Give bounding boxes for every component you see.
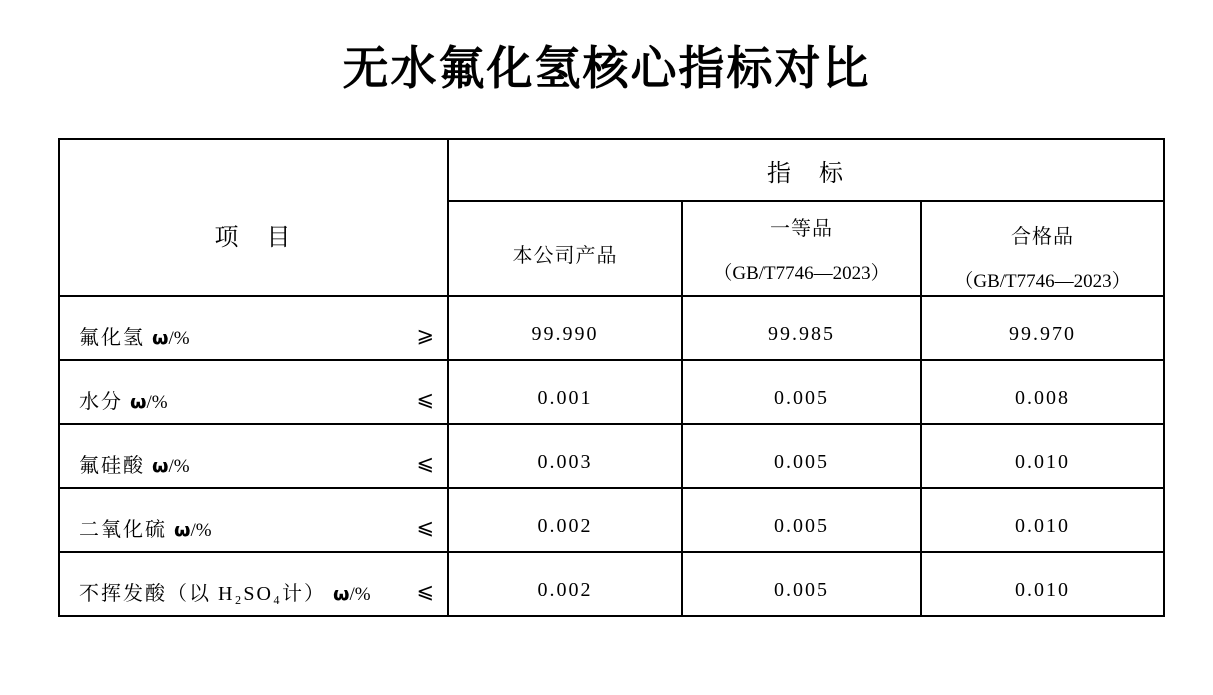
unit-label: ω/%: [174, 518, 212, 541]
column-header-qualified: [921, 201, 1164, 296]
item-name: 不挥发酸（以 H₂SO₄计） ω/%: [79, 582, 371, 605]
cell-value: 0.002: [448, 552, 682, 616]
column-header-first-grade-standard: （GB/T7746—2023）: [713, 263, 890, 284]
column-header-first-grade-label: 一等品: [770, 218, 833, 240]
item-cell: [59, 360, 448, 424]
cell-value: 0.005: [682, 360, 921, 424]
less-equal-symbol: ⩽: [416, 450, 434, 475]
cell-value: 99.990: [448, 296, 682, 360]
column-header-first-grade: [682, 201, 921, 296]
item-name: 水分 ω/%: [79, 390, 168, 413]
column-header-indicator: 指 标: [448, 139, 1164, 201]
item-cell: [59, 296, 448, 360]
column-header-item: 项 目: [59, 139, 448, 296]
item-name: 氟硅酸 ω/%: [79, 454, 190, 477]
cell-value: 0.005: [682, 424, 921, 488]
column-header-qualified-label: 合格品: [1011, 225, 1074, 248]
item-cell: [59, 424, 448, 488]
cell-value: 0.008: [921, 360, 1164, 424]
cell-value: 0.010: [921, 424, 1164, 488]
unit-label: ω/%: [130, 390, 168, 413]
omega-symbol: ω: [152, 326, 169, 349]
table-row-sulfur-dioxide: [59, 488, 1164, 552]
cell-value: 99.985: [682, 296, 921, 360]
spec-table: [58, 138, 1165, 617]
less-equal-symbol: ⩽: [416, 386, 434, 411]
omega-symbol: ω: [152, 454, 169, 477]
table-row-nonvolatile-acid: [59, 552, 1164, 616]
page-title: 无水氟化氢核心指标对比: [342, 43, 871, 94]
omega-symbol: ω: [332, 582, 350, 605]
unit-label: ω/%: [332, 582, 371, 605]
table-row-moisture: [59, 360, 1164, 424]
column-header-company: [448, 201, 682, 296]
less-equal-symbol: ⩽: [416, 578, 434, 603]
table-row-hydrogen-fluoride: [59, 296, 1164, 360]
greater-equal-symbol: ⩾: [416, 322, 434, 347]
cell-value: 0.005: [682, 488, 921, 552]
item-cell: [59, 488, 448, 552]
item-cell: [59, 552, 448, 616]
cell-value: 0.010: [921, 488, 1164, 552]
omega-symbol: ω: [130, 390, 147, 413]
cell-value: 0.005: [682, 552, 921, 616]
omega-symbol: ω: [174, 518, 191, 541]
cell-value: 0.002: [448, 488, 682, 552]
table-row-fluorosilicic-acid: [59, 424, 1164, 488]
cell-value: 0.010: [921, 552, 1164, 616]
item-name: 氟化氢 ω/%: [79, 326, 190, 349]
less-equal-symbol: ⩽: [416, 514, 434, 539]
unit-label: ω/%: [152, 326, 190, 349]
column-header-company-label: 本公司产品: [512, 244, 618, 267]
header-row-top: [59, 139, 1164, 201]
column-header-qualified-standard: （GB/T7746—2023）: [954, 270, 1131, 292]
item-name: 二氧化硫 ω/%: [79, 518, 212, 541]
cell-value: 99.970: [921, 296, 1164, 360]
cell-value: 0.003: [448, 424, 682, 488]
cell-value: 0.001: [448, 360, 682, 424]
unit-label: ω/%: [152, 454, 190, 477]
